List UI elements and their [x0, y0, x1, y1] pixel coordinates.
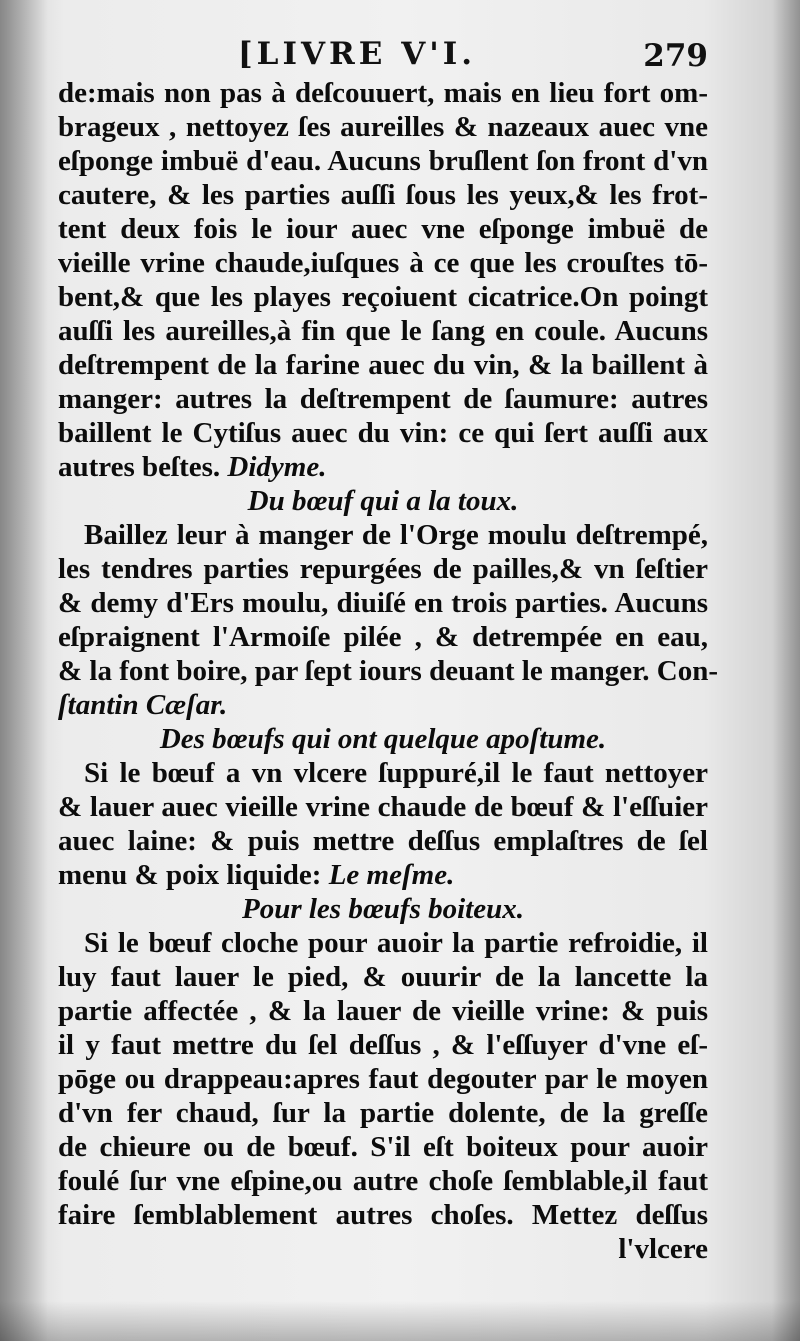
running-head: [LIVRE V'I.	[238, 36, 477, 72]
text-line: de chieure ou de bœuf. S'il eſt boiteux pour auoir	[58, 1131, 708, 1163]
text-line: luy faut lauer le pied, & ouurir de la lancette la	[58, 961, 708, 993]
author-citation: Didyme.	[227, 451, 327, 483]
text-line: & la font boire, par ſept iours deuant le manger. Con-	[58, 655, 719, 687]
text-line: auſſi les aureilles,à fin que le ſang en coule. Aucuns	[58, 315, 708, 347]
section-heading: Des bœufs qui ont quelque apoſtume.	[159, 723, 607, 755]
text-line: foulé ſur vne eſpine,ou autre choſe ſemblable,il faut	[58, 1165, 708, 1197]
edge-shadow	[772, 0, 800, 1341]
text-line: baillent le Cytiſus auec du vin: ce qui ſert auſſi aux	[58, 417, 708, 449]
text-line	[58, 858, 708, 892]
text-line: Si le bœuf a vn vlcere ſuppuré,il le faut nettoyer	[84, 757, 708, 789]
text-line: bent,& que les playes reçoiuent cicatrice.On poingt	[58, 281, 708, 313]
page-header	[60, 34, 710, 78]
text-line: partie affectée , & la lauer de vieille vrine: & puis	[58, 995, 708, 1027]
gutter-shadow	[0, 0, 48, 1341]
page-text	[58, 76, 719, 1266]
paragraph-end-text: menu & poix liquide:	[58, 859, 322, 891]
author-citation: Le meſme.	[328, 859, 455, 891]
catchword: l'vlcere	[618, 1233, 708, 1265]
text-line	[58, 450, 708, 484]
text-line: manger: autres la deſtrempent de ſaumure: autres	[58, 383, 708, 415]
text-line: cautere, & les parties auſſi ſous les yeux,& les frot-	[58, 179, 708, 211]
text-line: d'vn fer chaud, ſur la partie dolente, de la greſſe	[58, 1097, 708, 1129]
text-line: Si le bœuf cloche pour auoir la partie refroidie, il	[84, 927, 708, 959]
text-line: vieille vrine chaude,iuſques à ce que les crouſtes tō-	[58, 247, 708, 279]
author-citation: ſtantin Cæſar.	[58, 689, 228, 721]
text-line: de:mais non pas à deſcouuert, mais en lieu fort om-	[58, 77, 708, 109]
text-line: tent deux fois le iour auec vne eſponge imbuë de	[58, 213, 708, 245]
text-line: auec laine: & puis mettre deſſus emplaſtres de ſel	[58, 825, 708, 857]
text-line: brageux , nettoyez ſes aureilles & nazeaux auec vne	[58, 111, 708, 143]
text-line: & lauer auec vieille vrine chaude de bœuf & l'eſſuier	[58, 791, 708, 823]
bottom-shadow	[0, 1301, 800, 1341]
page-number: 279	[643, 38, 708, 74]
text-line: les tendres parties repurgées de pailles,& vn ſeſtier	[58, 553, 708, 585]
paragraph-end-text: autres beſtes.	[58, 451, 221, 483]
text-line: faire ſemblablement autres choſes. Mettez deſſus	[58, 1199, 708, 1231]
text-line: & demy d'Ers moulu, diuiſé en trois parties. Aucuns	[58, 587, 708, 619]
section-heading: Du bœuf qui a la toux.	[247, 485, 519, 517]
text-line: pōge ou drappeau:apres faut degouter par le moyen	[58, 1063, 708, 1095]
text-line: deſtrempent de la farine auec du vin, & la baillent à	[58, 349, 708, 381]
text-line: il y faut mettre du ſel deſſus , & l'eſſuyer d'vne eſ-	[58, 1029, 708, 1061]
text-line: eſpraignent l'Armoiſe pilée , & detrempée en eau,	[58, 621, 708, 653]
text-line: Baillez leur à manger de l'Orge moulu deſtrempé,	[84, 519, 708, 551]
text-line: eſponge imbuë d'eau. Aucuns bruſlent ſon front d'vn	[58, 145, 708, 177]
section-heading: Pour les bœufs boiteux.	[242, 893, 524, 925]
